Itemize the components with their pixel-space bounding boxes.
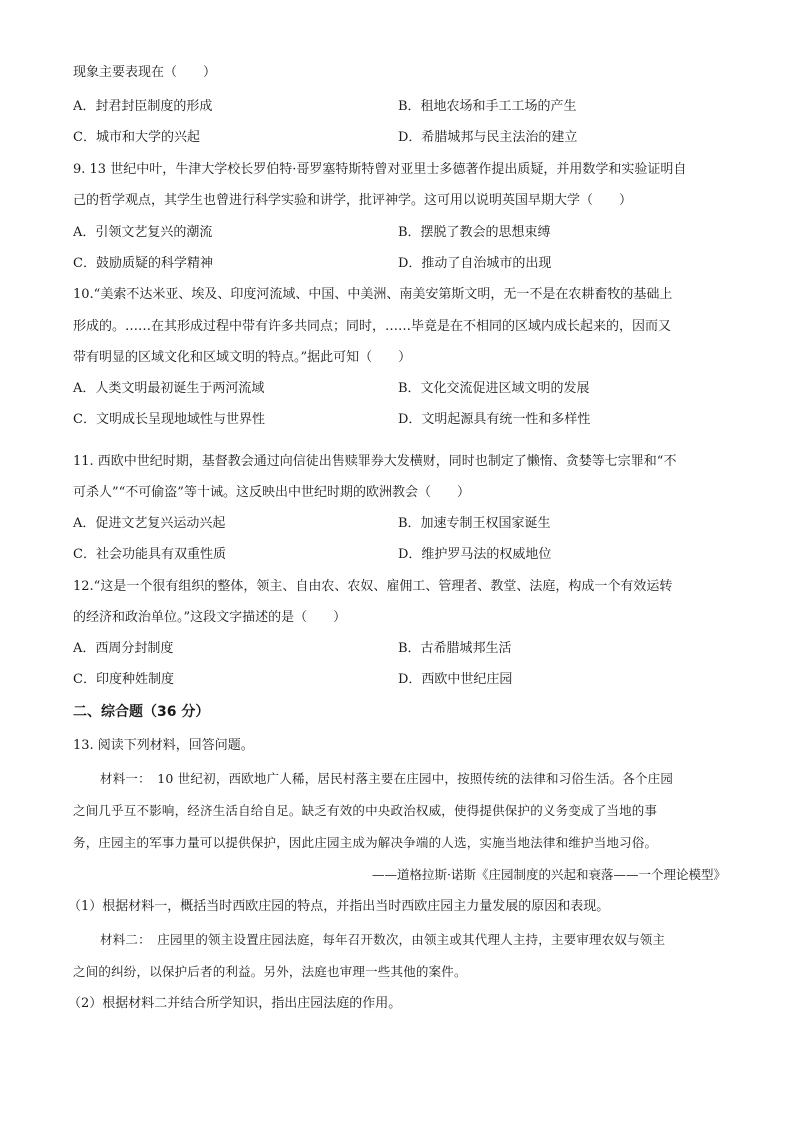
q11-option-a: A．促进文艺复兴运动兴起 <box>73 516 226 531</box>
q12-stem-line2: 的经济和政治单位。”这段文字描述的是（ ） <box>73 610 347 625</box>
q9-option-c: C．鼓励质疑的科学精神 <box>73 256 213 271</box>
q10-stem-line1: 10.“美索不达米亚、埃及、印度河流域、中国、中美洲、南美安第斯文明，无一不是在农耕畜牧的基础上 <box>73 287 673 302</box>
q9-option-a: A．引领文艺复兴的潮流 <box>73 225 213 240</box>
q10-option-b: B．文化交流促进区域文明的发展 <box>398 381 590 396</box>
q8-stem-tail: 现象主要表现在（ ） <box>73 65 217 80</box>
q10-option-c: C．文明成长呈现地域性与世界性 <box>73 412 265 427</box>
q10-option-d: D．文明起源具有统一性和多样性 <box>398 412 591 427</box>
material-1-line3: 务，庄园主的军事力量可以提供保护，因此庄园主成为解决争端的人选，实施当地法律和维护当地习俗。 <box>73 835 658 850</box>
q12-option-c: C．印度种姓制度 <box>73 672 174 687</box>
q12-option-d: D．西欧中世纪庄园 <box>398 672 513 687</box>
q11-option-b: B．加速专制王权国家诞生 <box>398 516 551 531</box>
q11-stem-line2: 可杀人”“不可偷盗”等十诫。这反映出中世纪时期的欧洲教会（ ） <box>73 485 470 500</box>
q9-option-b: B．摆脱了教会的思想束缚 <box>398 225 551 240</box>
q8-option-a: A．封君封臣制度的形成 <box>73 99 213 114</box>
q11-option-c: C．社会功能具有双重性质 <box>73 547 226 562</box>
q11-option-d: D．维护罗马法的权威地位 <box>398 547 552 562</box>
q8-option-b: B．租地农场和手工工场的产生 <box>398 99 577 114</box>
q10-stem-line2: 形成的。……在其形成过程中带有许多共同点；同时，……毕竟是在不相同的区域内成长起来的，因而又 <box>73 319 672 334</box>
q9-stem-line1: 9. 13 世纪中叶，牛津大学校长罗伯特·哥罗塞特斯特曾对亚里士多德著作提出质疑，并用数学和实验证明自 <box>73 162 687 177</box>
q10-option-a: A．人类文明最初诞生于两河流域 <box>73 381 265 396</box>
q8-option-c: C．城市和大学的兴起 <box>73 130 200 145</box>
q9-option-d: D．推动了自治城市的出现 <box>398 256 552 271</box>
q10-stem-line3: 带有明显的区域文化和区域文明的特点。”据此可知（ ） <box>73 350 412 365</box>
q12-option-a: A．西周分封制度 <box>73 641 174 656</box>
q11-stem-line1: 11. 西欧中世纪时期，基督教会通过向信徒出售赎罪券大发横财，同时也制定了懒惰、贪婪等七宗罪和“不 <box>73 454 677 469</box>
section-heading: 二、综合题（36 分） <box>73 704 210 720</box>
material-2-line1: 材料二： 庄园里的领主设置庄园法庭，每年召开数次，由领主或其代理人主持，主要审理农奴与领主 <box>100 932 666 947</box>
material-2-line2: 之间的纠纷，以保护后者的利益。另外，法庭也审理一些其他的案件。 <box>73 964 467 979</box>
material-1-line2: 之间几乎互不影响，经济生活自给自足。缺乏有效的中央政治权威，使得提供保护的义务变成了当地的事 <box>73 803 658 818</box>
q12-option-b: B．古希腊城邦生活 <box>398 641 512 656</box>
q9-stem-line2: 己的哲学观点，其学生也曾进行科学实验和讲学，批评神学。这可用以说明英国早期大学（ ） <box>73 193 633 208</box>
material-1-line1: 材料一： 10 世纪初，西欧地广人稀，居民村落主要在庄园中，按照传统的法律和习俗生活。各个庄园 <box>100 771 674 786</box>
material-1-source: ——道格拉斯·诺斯《庄园制度的兴起和衰落——一个理论模型》 <box>372 867 726 882</box>
q12-stem-line1: 12.“这是一个很有组织的整体，领主、自由农、农奴、雇佣工、管理者、教堂、法庭，构成一个有效运转 <box>73 579 673 594</box>
q13-intro: 13. 阅读下列材料，回答问题。 <box>73 738 254 753</box>
sub-question-1: （1）根据材料一，概括当时西欧庄园的特点，并指出当时西欧庄园主力量发展的原因和表现。 <box>68 899 610 914</box>
sub-question-2: （2）根据材料二并结合所学知识，指出庄园法庭的作用。 <box>68 996 402 1011</box>
q8-option-d: D．希腊城邦与民主法治的建立 <box>398 130 578 145</box>
